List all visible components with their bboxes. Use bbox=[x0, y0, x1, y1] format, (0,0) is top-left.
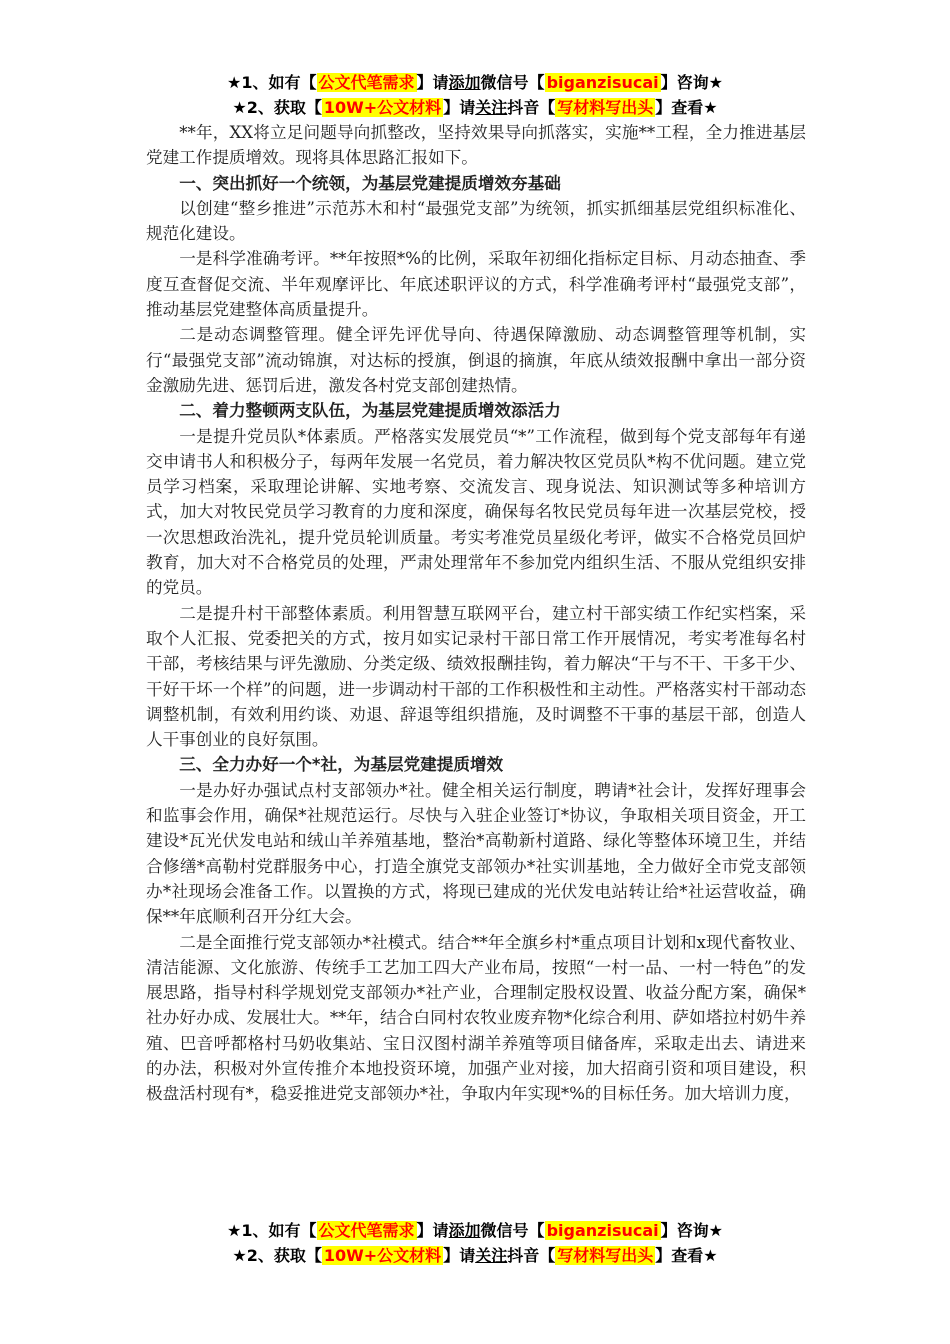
header-banner bbox=[0, 70, 950, 120]
document-body bbox=[146, 120, 806, 1107]
paragraph: 二是动态调整管理。健全评先评优导向、待遇保障激励、动态调整管理等机制，实行“最强党支部”流动锦旗，对达标的授旗，倒退的摘旗，年底从绩效报酬中拿出一部分资金激励先进、惩罚后进，激发各村党支部创建热情。 bbox=[146, 325, 806, 395]
paragraph: 以创建“整乡推进”示范苏木和村“最强党支部”为统领，抓实抓细基层党组织标准化、规范化建设。 bbox=[146, 198, 806, 244]
paragraph: 一是科学准确考评。**年按照*%的比例，采取年初细化指标定目标、月动态抽查、季度互查督促交流、半年观摩评比、年底述职评议的方式，科学准确考评村“最强党支部”，推动基层党建整体高质量提升。 bbox=[146, 249, 806, 320]
paragraph: 一是提升党员队*体素质。严格落实发展党员“*”工作流程，做到每个党支部每年有递交申请书人和积极分子，每两年发展一名党员，着力解决牧区党员队*构不优问题。建立党员学习档案，采取理论讲解、实地考察、交流发言、现身说法、知识测试等多种培训方式，加大对牧民党员学习教育的力度和深度，确保每名牧民党员每年进一次基层党校，授一次思想政治洗礼，提升党员轮训质量。考实考准党员星级化考评，做实不合格党员回炉教育，加大对不合格党员的处理，严肃处理常年不参加党内组织生活、不服从党组织安排的党员。 bbox=[146, 426, 806, 598]
paragraph: 二是全面推行党支部领办*社模式。结合**年全旗乡村*重点项目计划和x现代畜牧业、清洁能源、文化旅游、传统手工艺加工四大产业布局，按照“一村一品、一村一特色”的发展思路，指导村科学规划党支部领办*社产业，合理制定股权设置、收益分配方案，确保*社办好办成、发展壮大。**年，结合白同村农牧业废弃物*化综合利用、萨如塔拉村奶牛养殖、巴音呼都格村马奶收集站、宝日汉图村湖羊养殖等项目储备库，采取走出去、请进来的办法，积极对外宣传推介本地投资环境，加强产业对接，加大招商引资和项目建设，积极盘活村现有*，稳妥推进党支部领办*社，争取内年实现*%的目标任务。加大培训力度， bbox=[146, 932, 806, 1104]
section-heading: 一、突出抓好一个统领，为基层党建提质增效夯基础 bbox=[179, 173, 561, 193]
footer-banner bbox=[0, 1218, 950, 1268]
banner-line-2: ★2、获取【 10W+公文材料 】请关注抖音【 写材料写出头 】查看★ bbox=[232, 98, 718, 117]
highlight-douyin-account: 写材料写出头 bbox=[557, 1246, 654, 1265]
banner-line-2: ★2、获取【 10W+公文材料 】请关注抖音【 写材料写出头 】查看★ bbox=[232, 1246, 718, 1265]
banner-line-1: ★1、如有【 公文代笔需求 】请添加微信号【 biganzisucai 】咨询★ bbox=[227, 73, 723, 92]
highlight-douyin-account: 写材料写出头 bbox=[557, 98, 654, 117]
section-heading: 三、全力办好一个*社，为基层党建提质增效 bbox=[179, 755, 504, 775]
highlight-service: 公文代笔需求 bbox=[318, 73, 415, 92]
highlight-materials: 10W+公文材料 bbox=[323, 98, 442, 117]
highlight-service: 公文代笔需求 bbox=[318, 1221, 415, 1240]
banner-line-1: ★1、如有【 公文代笔需求 】请添加微信号【 biganzisucai 】咨询★ bbox=[227, 1221, 723, 1240]
highlight-wechat-id: biganzisucai bbox=[546, 73, 659, 92]
highlight-materials: 10W+公文材料 bbox=[323, 1246, 442, 1265]
paragraph: **年，XX将立足问题导向抓整改，坚持效果导向抓落实，实施**工程，全力推进基层党建工作提质增效。现将具体思路汇报如下。 bbox=[146, 123, 806, 168]
paragraph: 二是提升村干部整体素质。利用智慧互联网平台，建立村干部实绩工作纪实档案，采取个人汇报、党委把关的方式，按月如实记录村干部日常工作开展情况，考实考准每名村干部，考核结果与评先激励、分类定级、绩效报酬挂钩，着力解决“干与不干、干多干少、干好干坏一个样”的问题，进一步调动村干部的工作积极性和主动性。严格落实村干部动态调整机制，有效利用约谈、劝退、辞退等组织措施，及时调整不干事的基层干部，创造人人干事创业的良好氛围。 bbox=[146, 603, 806, 750]
paragraph: 一是办好办强试点村支部领办*社。健全相关运行制度，聘请*社会计，发挥好理事会和监事会作用，确保*社规范运行。尽快与入驻企业签订*协议，争取相关项目资金，开工建设*瓦光伏发电站和绒山羊养殖基地，整治*高勒新村道路、绿化等整体环境卫生，并结合修缮*高勒村党群服务中心，打造全旗党支部领办*社实训基地，全力做好全市党支部领办*社现场会准备工作。以置换的方式，将现已建成的光伏发电站转让给*社运营收益，确保**年底顺利召开分红大会。 bbox=[146, 780, 806, 927]
section-heading: 二、着力整顿两支队伍，为基层党建提质增效添活力 bbox=[179, 401, 561, 421]
highlight-wechat-id: biganzisucai bbox=[546, 1221, 659, 1240]
